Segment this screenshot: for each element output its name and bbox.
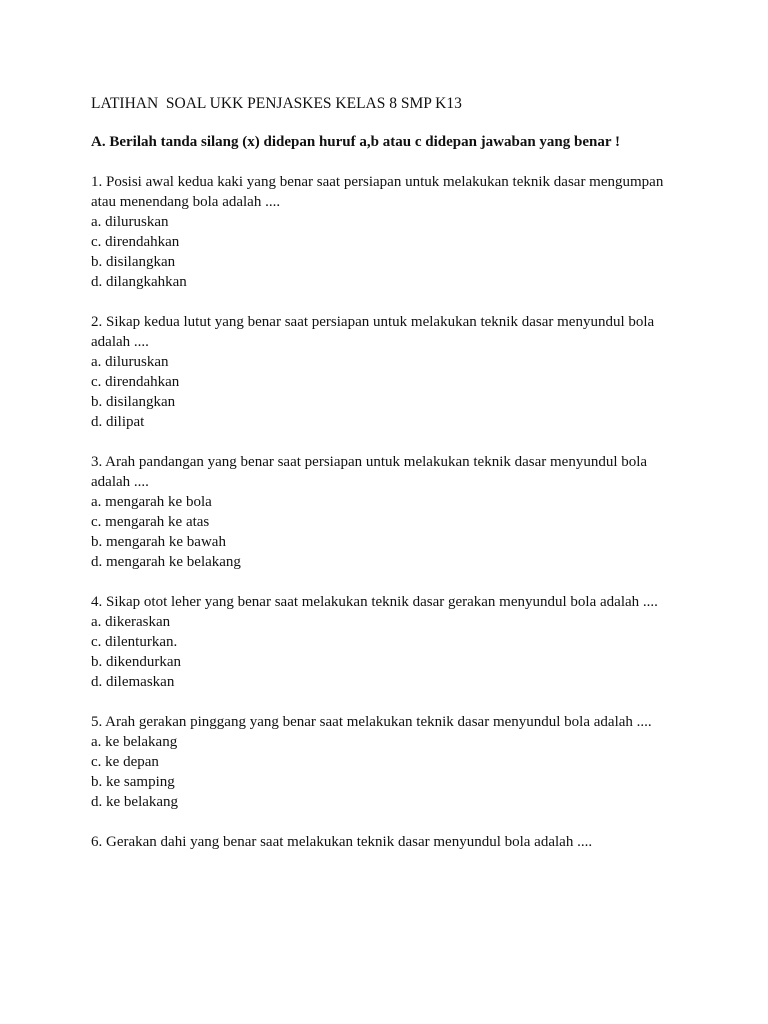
- option-item: d. mengarah ke belakang: [91, 554, 241, 570]
- option-item: c. mengarah ke atas: [91, 514, 210, 530]
- option-item: d. ke belakang: [91, 794, 179, 810]
- option-item: b. disilangkan: [91, 254, 176, 270]
- option-item: d. dilemaskan: [91, 674, 175, 690]
- question-text: 6. Gerakan dahi yang benar saat melakukan teknik dasar menyundul bola adalah ....: [91, 834, 593, 850]
- option-item: d. dilangkahkan: [91, 274, 187, 290]
- instruction-text: A. Berilah tanda silang (x) didepan huruf a,b atau c didepan jawaban yang benar !: [91, 134, 620, 150]
- question-3: [91, 452, 768, 572]
- option-list: [91, 212, 768, 292]
- option-list: [91, 732, 768, 812]
- option-item: a. dikeraskan: [91, 614, 171, 630]
- option-item: c. direndahkan: [91, 234, 180, 250]
- question-6: [91, 832, 768, 852]
- document-title: LATIHAN SOAL UKK PENJASKES KELAS 8 SMP K13: [91, 95, 462, 112]
- option-list: [91, 492, 768, 572]
- option-item: c. direndahkan: [91, 374, 180, 390]
- question-2: [91, 312, 768, 432]
- option-list: [91, 352, 768, 432]
- option-item: b. ke samping: [91, 774, 175, 790]
- question-text: 4. Sikap otot leher yang benar saat melakukan teknik dasar gerakan menyundul bola adalah ....: [91, 594, 658, 610]
- question-5: [91, 712, 768, 812]
- option-item: b. disilangkan: [91, 394, 176, 410]
- option-list: [91, 612, 768, 692]
- option-item: c. dilenturkan.: [91, 634, 178, 650]
- question-text: 2. Sikap kedua lutut yang benar saat persiapan untuk melakukan teknik dasar menyundul bola adalah ....: [91, 314, 655, 350]
- question-text: 1. Posisi awal kedua kaki yang benar saat persiapan untuk melakukan teknik dasar mengumpan atau menendang bola adalah ....: [91, 174, 664, 210]
- option-item: d. dilipat: [91, 414, 145, 430]
- question-1: [91, 172, 768, 292]
- option-item: b. mengarah ke bawah: [91, 534, 226, 550]
- option-item: c. ke depan: [91, 754, 159, 770]
- option-item: a. diluruskan: [91, 354, 169, 370]
- option-item: a. diluruskan: [91, 214, 169, 230]
- question-text: 3. Arah pandangan yang benar saat persiapan untuk melakukan teknik dasar menyundul bola adalah ....: [91, 454, 648, 490]
- option-item: a. ke belakang: [91, 734, 178, 750]
- option-item: b. dikendurkan: [91, 654, 181, 670]
- question-4: [91, 592, 768, 692]
- option-item: a. mengarah ke bola: [91, 494, 212, 510]
- question-text: 5. Arah gerakan pinggang yang benar saat melakukan teknik dasar menyundul bola adalah ....: [91, 714, 652, 730]
